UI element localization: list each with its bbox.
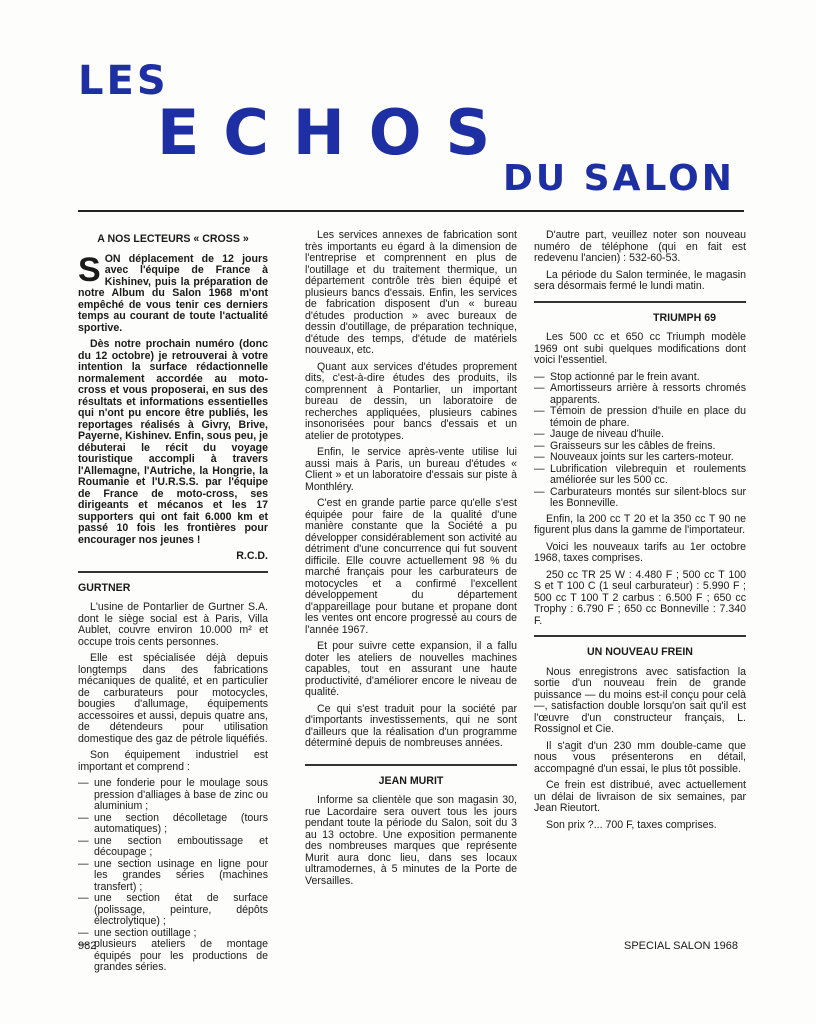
list-item: — plusieurs ateliers de montage équipés pour les productions de grandes séries.	[78, 939, 268, 974]
murit-paragraph-2: D'autre part, veuillez noter son nouveau numéro de téléphone (qui en fait est redevenu l'ancien) : 532-60-53.	[534, 229, 746, 264]
cross-heading: A NOS LECTEURS « CROSS »	[97, 233, 249, 245]
gurtner-paragraph-8: Et pour suivre cette expansion, il a fallu doter les ateliers de nouvelles machines capables, tout en assurant une haute productivité, d'améliorer encore le niveau de qualité.	[305, 640, 517, 698]
title-du-salon: DU SALON	[503, 158, 735, 199]
frein-paragraph-1: Nous enregistrons avec satisfaction la sortie d'un nouveau frein de grande puissance — du moins est-il conçu pour celà —, satisfaction double lorsqu'on sait qu'il est l'œuvre d'un constructeur français, L. Rossignol et Cie.	[534, 665, 746, 735]
triumph-heading: TRIUMPH 69	[653, 311, 716, 324]
gurtner-equipment-list	[78, 778, 268, 974]
gurtner-paragraph-7: C'est en grande partie parce qu'elle s'est équipée pour faire de la qualité d'une manière constante que la Société a pu développer considérablement son activité au détriment d'une concurrence qui fut souvent difficile. Elle couvre actuellement 98 % du marché français pour les carburateurs de motocycles et a confirmé l'excellent développement du département d'appareillage pour butane et propane dont les ventes ont encore progressé au cours de l'année 1967.	[305, 497, 517, 636]
header-rule	[78, 210, 744, 212]
cross-paragraph-2: Dès notre prochain numéro (donc du 12 octobre) je retrouverai à votre intention la surface rédactionnelle normalement accordée au moto-cross et vous proposerai, en sus des résultats et informations essentielles qui n'ont pu encore être publiés, les reportages réalisés à Givry, Brive, Payerne, Kishinev. Enfin, sous peu, je débuterai le récit du voyage touristique accompli à travers l'Allemagne, l'Autriche, la Hongrie, la Roumanie et l'U.R.S.S. par l'équipe de France de moto-cross, ses dirigeants et mécanos et les 17 supporters qui ont fait 6.000 km et passé 10 fois les frontières pour encourager nos jeunes !	[78, 338, 268, 546]
column-3	[534, 230, 746, 836]
frein-paragraph-2: Il s'agit d'un 230 mm double-came que nous vous présenterons en détail, accompagné d'un essai, le plus tôt possible.	[534, 739, 746, 775]
gurtner-paragraph-4: Les services annexes de fabrication sont très importants eu égard à la dimension de l'entreprise et comprennent en plus de l'outillage et du traitement thermique, un département contrôle très bien équipé et plusieurs bancs d'essais. Enfin, les services de fabrication disposent d'un « bureau d'études production » avec bureaux de dessin d'outillage, de préparation technique, d'étude des temps, d'étude de matériels nouveaux, etc.	[305, 229, 517, 356]
list-item: — une section état de surface (polissage, peinture, dépôts électrolytique) ;	[78, 893, 268, 928]
gurtner-paragraph-5: Quant aux services d'études proprement dits, c'est-à-dire études des produits, ils comprennent à Pontarlier, un important bureau de dessin, un laboratoire de recherches appliquées, plusieurs cabines insonorisées pour bancs d'essais et un atelier de prototypes.	[305, 360, 517, 442]
list-item: — Nouveaux joints sur les carters-moteur.	[534, 452, 746, 464]
section-divider	[534, 635, 746, 637]
list-item: — une section outillage ;	[78, 928, 268, 940]
section-divider	[534, 301, 746, 303]
list-item: — Stop actionné par le frein avant.	[534, 372, 746, 384]
list-item: — Graisseurs sur les câbles de freins.	[534, 441, 746, 453]
frein-paragraph-3: Ce frein est distribué, avec actuellement un délai de livraison de six semaines, par Jean Rieutort.	[534, 779, 746, 814]
gurtner-paragraph-6: Enfin, le service après-vente utilise lui aussi mais à Paris, un bureau d'études « Client » et un laboratoire d'essais sur piste à Monthléry.	[305, 446, 517, 493]
list-item: — Témoin de pression d'huile en place du témoin de phare.	[534, 406, 746, 429]
triumph-prices: 250 cc TR 25 W : 4.480 F ; 500 cc T 100 S et T 100 C (1 seul carburateur) : 5.990 F ; 500 cc T 100 T 2 carbus : 6.500 F ; 650 cc Trophy : 6.790 F ; 650 cc Bonneville : 7.340 F.	[534, 568, 746, 627]
list-item: — une section usinage en ligne pour les grandes séries (machines transfert) ;	[78, 859, 268, 894]
title-echos: ECHOS	[157, 96, 515, 169]
gurtner-paragraph-9: Ce qui s'est traduit pour la société par d'importants investissements, qui ne sont d'ailleurs que la réalisation d'un programme déterminé depuis de nombreuses années.	[305, 702, 517, 749]
frein-heading: UN NOUVEAU FREIN	[587, 646, 693, 658]
issue-label: SPECIAL SALON 1968	[624, 940, 738, 952]
drop-cap: S	[78, 250, 101, 289]
section-divider	[305, 764, 517, 766]
list-item: — une fonderie pour le moulage sous pression d'alliages à base de zinc ou aluminium ;	[78, 778, 268, 813]
page-number: 982	[78, 940, 97, 952]
gurtner-paragraph-1: L'usine de Pontarlier de Gurtner S.A. dont le siège social est à Paris, Villa Aublet, couvre environ 10.000 m² et occupe trois cents personnes.	[78, 601, 268, 648]
list-item: — une section décolletage (tours automatiques) ;	[78, 813, 268, 836]
column-1	[78, 230, 268, 978]
cross-paragraph-1: SON déplacement de 12 jours avec l'équipe de France à Kishinev, puis la préparation de notre Album du Salon 1968 m'ont empêché de vous tenir ces derniers temps au courant de toute l'actualité sportive.	[78, 250, 268, 334]
frein-paragraph-4: Son prix ?... 700 F, taxes comprises.	[546, 818, 717, 831]
list-item: — Lubrification vilebrequin et roulements améliorée sur les 500 cc.	[534, 464, 746, 487]
triumph-paragraph-3: Voici les nouveaux tarifs au 1er octobre 1968, taxes comprises.	[534, 540, 746, 564]
list-item: — Amortisseurs arrière à ressorts chromés apparents.	[534, 383, 746, 406]
triumph-paragraph-2: Enfin, la 200 cc T 20 et la 350 cc T 90 ne figurent plus dans la gamme de l'importateur.	[534, 512, 746, 536]
list-item: — Carburateurs montés sur silent-blocs sur les Bonneville.	[534, 487, 746, 510]
murit-heading: JEAN MURIT	[378, 774, 444, 787]
triumph-modifications-list	[534, 372, 746, 510]
cross-signature: R.C.D.	[236, 550, 268, 562]
list-item: — Jauge de niveau d'huile.	[534, 429, 746, 441]
gurtner-paragraph-3: Son équipement industriel est important et comprend :	[78, 749, 268, 773]
gurtner-paragraph-2: Elle est spécialisée déjà depuis longtemps dans des fabrications mécaniques de qualité, et en particulier de carburateurs pour motocycles, bougies d'allumage, équipements accessoires et aussi, depuis quatre ans, de détendeurs pour utilisation domestique des gaz de pétrole liquéfiés.	[78, 652, 268, 745]
triumph-paragraph-1: Les 500 cc et 650 cc Triumph modèle 1969 ont subi quelques modifications dont voici l'essentiel.	[534, 331, 746, 366]
gurtner-heading: GURTNER	[78, 581, 131, 594]
murit-paragraph-3: La période du Salon terminée, le magasin sera désormais fermé le lundi matin.	[534, 268, 746, 292]
list-item: — une section emboutissage et découpage ;	[78, 836, 268, 859]
column-2	[305, 230, 517, 892]
murit-paragraph-1: Informe sa clientèle que son magasin 30, rue Lacordaire sera ouvert tous les jours pendant toute la période du Salon, soit du 3 au 13 octobre. Une exposition permanente des nombreuses marques que représente Murit aura donc lieu, dans ses locaux ultramodernes, à 5 minutes de la Porte de Versailles.	[305, 794, 517, 887]
title-les: LES	[78, 58, 169, 104]
section-divider	[78, 571, 268, 573]
